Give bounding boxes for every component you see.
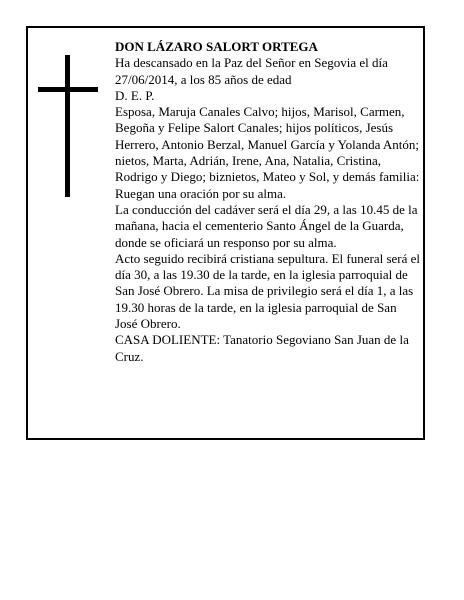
burial-and-masses: Acto seguido recibirá cristiana sepultura. El funeral será el día 30, a las 19.30 de la tarde, en la iglesia parroquial de San José Obrero. La misa de privilegio será el día 1, a las 19.30 horas de la tarde, en la iglesia parroquial de San José Obrero.: [115, 250, 421, 332]
rip-abbreviation: D. E. P.: [115, 87, 155, 103]
funeral-procession: La conducción del cadáver será el día 29, a las 10.45 de la mañana, hacia el cementerio Santo Ángel de la Guarda, donde se oficiará un responso por su alma.: [115, 201, 418, 250]
obituary-notice: [26, 26, 425, 440]
obituary-text: [115, 39, 421, 365]
family-list: Esposa, Maruja Canales Calvo; hijos, Marisol, Carmen, Begoña y Felipe Salort Canales; hijos políticos, Jesús Herrero, Antonio Berzal, Manuel García y Yolanda Antón; nietos, Marta, Adrián, Irene, Ana, Natalia, Cristina, Rodrigo y Diego; biznietos, Mateo y Sol, y demás familia:: [115, 104, 420, 185]
cross-horizontal-bar: [38, 87, 98, 92]
deceased-name: DON LÁZARO SALORT ORTEGA: [115, 39, 318, 54]
cross-icon: [38, 55, 98, 197]
death-announcement: Ha descansado en la Paz del Señor en Segovia el día 27/06/2014, a los 85 años de edad: [115, 55, 388, 87]
prayer-request: Ruegan una oración por su alma.: [115, 185, 287, 201]
mourning-house: CASA DOLIENTE: Tanatorio Segoviano San Juan de la Cruz.: [115, 332, 409, 364]
cross-vertical-bar: [65, 55, 70, 197]
